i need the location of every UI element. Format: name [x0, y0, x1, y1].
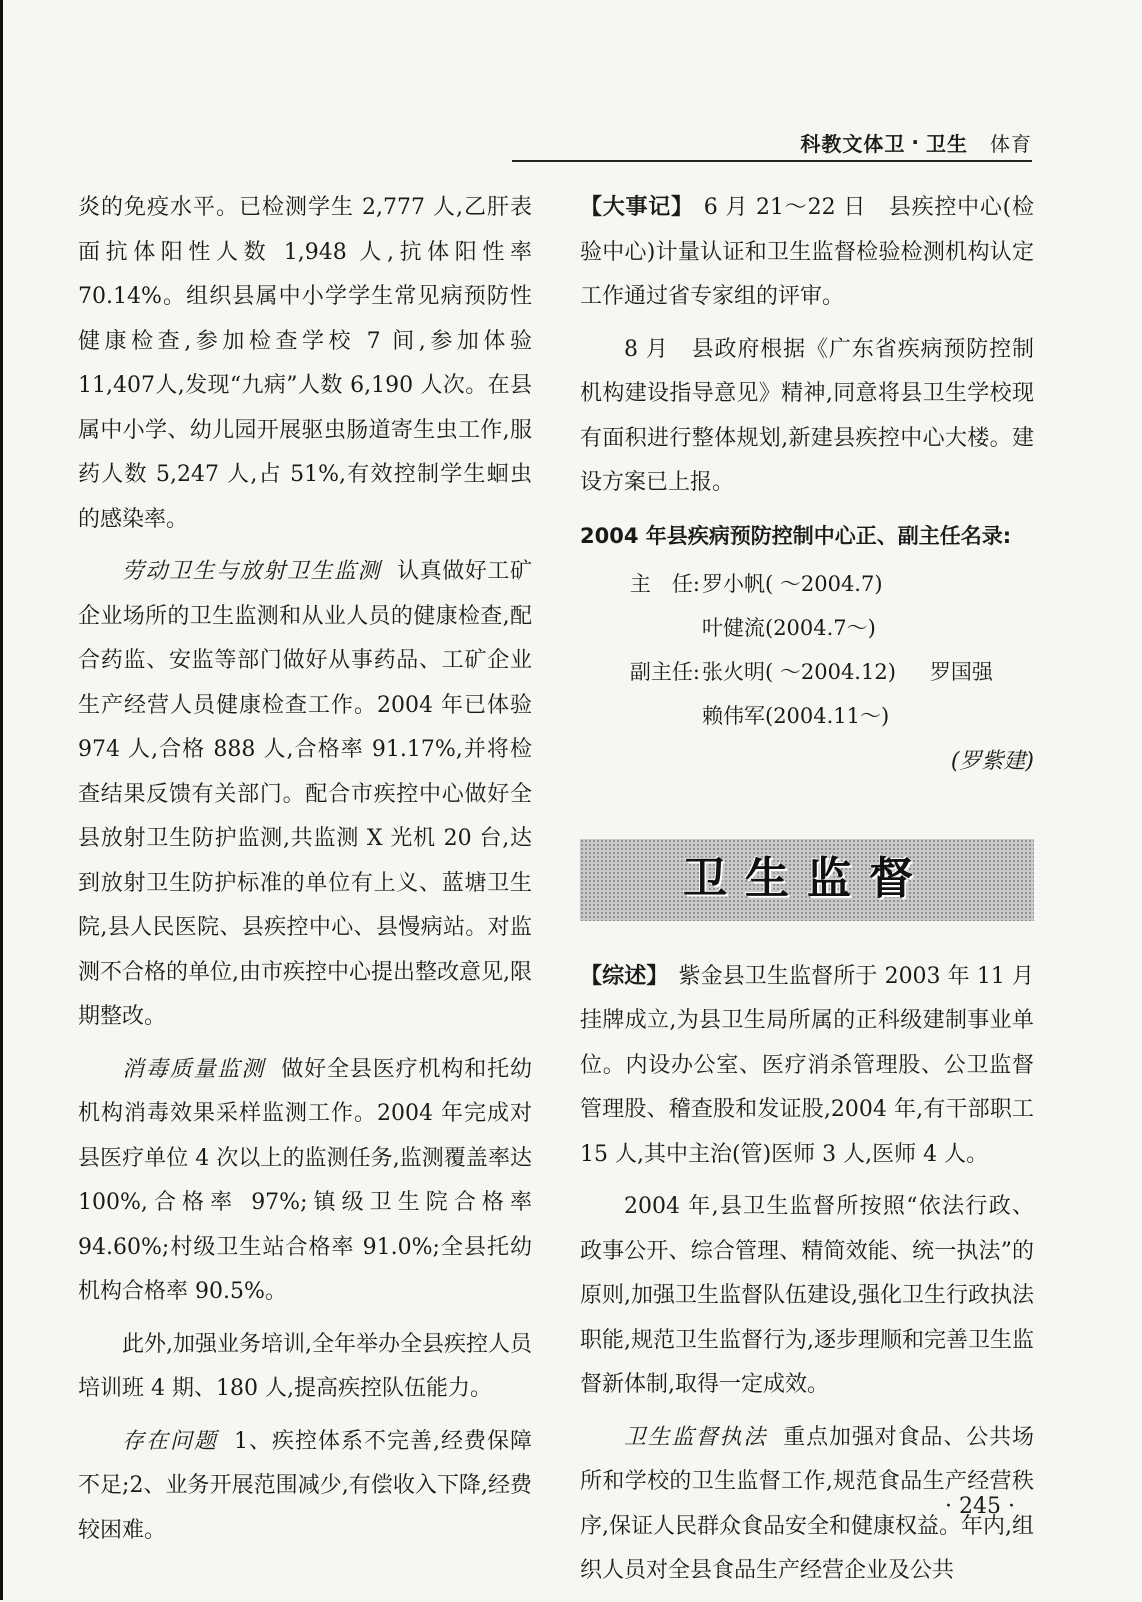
director-role: 主 任:	[629, 572, 700, 596]
header-section: 科教文体卫	[800, 131, 906, 156]
paragraph-events-1	[580, 186, 1034, 320]
deputy-name-2: 罗国强	[929, 660, 993, 684]
paragraph-school-health: 炎的免疫水平。已检测学生 2,777 人,乙肝表面抗体阳性人数 1,948 人,抗体阳性率 70.14%。组织县属中小学学生常见病预防性健康检查,参加检查学校 7 间,参加体验 11,407人,发现“九病”人数 6,190 人次。在县属中小学、幼儿园开展驱虫肠道寄生虫工作,服药人数 5,247 人,占 51%,有效控制学生蛔虫的感染率。	[78, 195, 532, 532]
header-subsection: 卫生	[926, 131, 968, 156]
director-row	[580, 562, 1034, 606]
left-column	[78, 186, 532, 1561]
paragraph-training: 此外,加强业务培训,全年举办全县疾控人员培训班 4 期、180 人,提高疾控队伍能力。	[78, 1331, 532, 1401]
subheading-enforcement: 卫生监督执法	[624, 1424, 768, 1450]
deputy-name-1: 张火明( ～2004.12)	[702, 660, 896, 684]
deputy-row-cont	[580, 694, 1034, 738]
author-credit: (罗紫建)	[950, 749, 1034, 774]
paragraph-problems	[78, 1420, 532, 1554]
paragraph-text: 6 月 21～22 日 县疾控中心(检验中心)计量认证和卫生监督检验检测机构认定工作通过省专家组的评审。	[580, 195, 1034, 309]
deputy-role: 副主任:	[629, 660, 700, 684]
paragraph-summary-2: 2004 年,县卫生监督所按照“依法行政、政事公开、综合管理、精简效能、统一执法”的原则,加强卫生监督队伍建设,强化卫生行政执法职能,规范卫生监督行为,逐步理顺和完善卫生监督新体制,取得一定成效。	[580, 1194, 1034, 1397]
director-name-2: 叶健流(2004.7～)	[702, 616, 876, 640]
binding-edge	[0, 0, 3, 1600]
header-separator: ·	[911, 130, 920, 154]
subheading-problems: 存在问题	[122, 1428, 218, 1454]
deputy-row	[580, 650, 1034, 694]
paragraph-text: 做好全县医疗机构和托幼机构消毒效果采样监测工作。2004 年完成对县医疗单位 4 次以上的监测任务,监测覆盖率达 100%,合格率 97%;镇级卫生院合格率 94.60%;村级卫生站合格率 91.0%;全县托幼机构合格率 90.5%。	[78, 1056, 532, 1304]
paragraph-occupational-radiation	[78, 550, 532, 1040]
events-label: 【大事记】	[580, 195, 694, 220]
paragraph-text: 认真做好工矿企业场所的卫生监测和从业人员的健康检查,配合药监、安监等部门做好从事药品、工矿企业生产经营人员健康检查工作。2004 年已体验 974 人,合格 888 人,合格率 91.17%,并将检查结果反馈有关部门。配合市疾控中心做好全县放射卫生防护监测,共监测 X 光机 20 台,达到放射卫生防护标准的单位有上义、蓝塘卫生院,县人民医院、县疾控中心、县慢病站。对监测不合格的单位,由市疾控中心提出整改意见,限期整改。	[78, 559, 532, 1029]
page-number: · 245 ·	[945, 1494, 1015, 1519]
paragraph-text: 1、疾控体系不完善,经费保障不足;2、业务开展范围减少,有偿收入下降,经费较困难。	[78, 1428, 532, 1543]
section-banner	[580, 839, 1034, 921]
right-column	[580, 186, 1034, 1602]
paragraph-summary-1	[580, 955, 1034, 1178]
subheading-occupational-radiation: 劳动卫生与放射卫生监测	[122, 559, 382, 584]
summary-label: 【综述】	[580, 963, 669, 989]
section-title: 卫生监督	[683, 853, 931, 905]
paragraph-text: 紫金县卫生监督所于 2003 年 11 月挂牌成立,为县卫生局所属的正科级建制事业单位。内设办公室、医疗消杀管理股、公卫监督管理股、稽查股和发证股,2004 年,有干部职工 15 人,其中主治(管)医师 3 人,医师 4 人。	[580, 963, 1034, 1167]
subheading-disinfection: 消毒质量监测	[122, 1056, 266, 1082]
deputy-names	[700, 650, 993, 694]
paragraph-events-2: 8 月 县政府根据《广东省疾病预防控制机构建设指导意见》精神,同意将县卫生学校现有面积进行整体规划,新建县疾控中心大楼。建设方案已上报。	[580, 336, 1034, 495]
header-subsection-2: 体育	[990, 131, 1032, 156]
deputy-name-3: 赖伟军(2004.11～)	[702, 704, 890, 728]
paragraph-text: 重点加强对食品、公共场所和学校的卫生监督工作,规范食品生产经营秩序,保证人民群众食品安全和健康权益。年内,组织人员对全县食品生产经营企业及公共	[580, 1424, 1034, 1583]
director-name-1: 罗小帆( ～2004.7)	[702, 572, 883, 596]
paragraph-disinfection	[78, 1048, 532, 1315]
director-list-title: 2004 年县疾病预防控制中心正、副主任名录:	[580, 523, 1012, 548]
running-header	[512, 124, 1032, 162]
director-row-cont	[580, 606, 1034, 650]
